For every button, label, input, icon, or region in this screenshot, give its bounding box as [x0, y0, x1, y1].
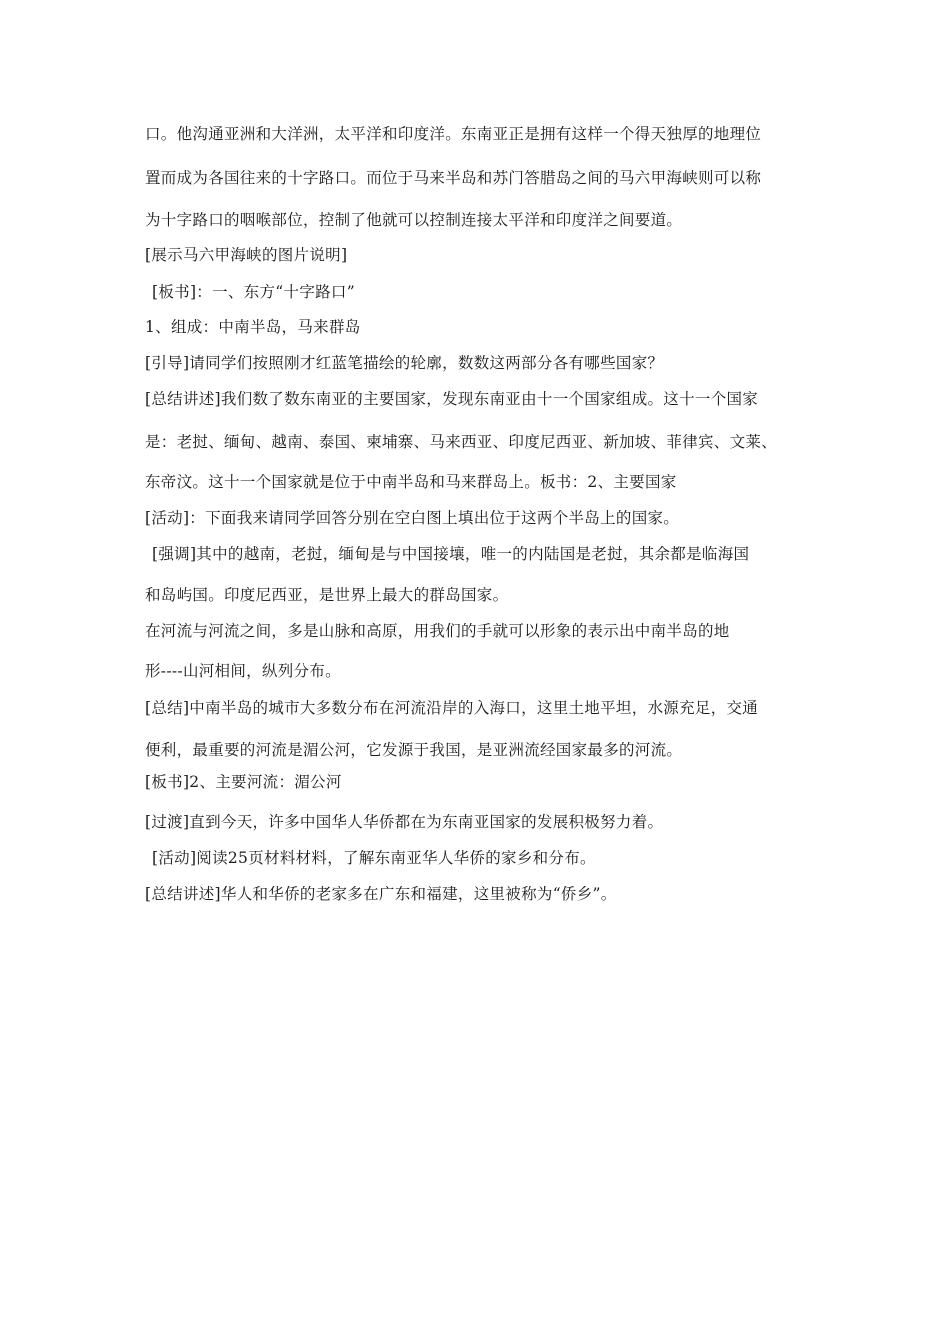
paragraph-line: [活动]阅读25页材料材料，了解东南亚华人华侨的家乡和分布。 — [152, 849, 596, 867]
board-heading: [板书]2、主要河流：湄公河 — [145, 773, 342, 791]
paragraph-line: 便利，最重要的河流是湄公河，它发源于我国，是亚洲流经国家最多的河流。 — [145, 741, 683, 759]
paragraph-line: [总结讲述]华人和华侨的老家多在广东和福建，这里被称为“侨乡”。 — [145, 885, 617, 903]
paragraph-line: 形----山河相间，纵列分布。 — [145, 662, 341, 680]
paragraph-line: 和岛屿国。印度尼西亚，是世界上最大的群岛国家。 — [145, 586, 509, 604]
paragraph-line: [总结讲述]我们数了数东南亚的主要国家，发现东南亚由十一个国家组成。这十一个国家 — [145, 390, 759, 408]
paragraph-line: 1、组成：中南半岛，马来群岛 — [145, 318, 361, 336]
paragraph-line: 是：老挝、缅甸、越南、泰国、柬埔寨、马来西亚、印度尼西亚、新加坡、菲律宾、文莱、 — [145, 433, 778, 451]
paragraph-line: 在河流与河流之间，多是山脉和高原，用我们的手就可以形象的表示出中南半岛的地 — [145, 622, 730, 640]
paragraph-line: [过渡]直到今天，许多中国华人华侨都在为东南亚国家的发展积极努力着。 — [145, 813, 664, 831]
paragraph-line: 东帝汶。这十一个国家就是位于中南半岛和马来群岛上。板书：2、主要国家 — [145, 473, 677, 491]
paragraph-line: [引导]请同学们按照刚才红蓝笔描绘的轮廓，数数这两部分各有哪些国家？ — [145, 354, 664, 372]
paragraph-line: 置而成为各国往来的十字路口。而位于马来半岛和苏门答腊岛之间的马六甲海峡则可以称 — [145, 169, 762, 187]
paragraph-line: [强调]其中的越南，老挝，缅甸是与中国接壤，唯一的内陆国是老挝，其余都是临海国 — [152, 545, 750, 563]
paragraph-line: [展示马六甲海峡的图片说明] — [145, 246, 348, 264]
paragraph-line: 为十字路口的咽喉部位，控制了他就可以控制连接太平洋和印度洋之间要道。 — [145, 211, 683, 229]
paragraph-line: [总结]中南半岛的城市大多数分布在河流沿岸的入海口，这里土地平坦，水源充足，交通 — [145, 699, 759, 717]
paragraph-line: 口。他沟通亚洲和大洋洲，太平洋和印度洋。东南亚正是拥有这样一个得天独厚的地理位 — [145, 125, 762, 143]
board-heading: [板书]：一、东方“十字路口” — [152, 283, 355, 301]
paragraph-line: [活动]：下面我来请同学回答分别在空白图上填出位于这两个半岛上的国家。 — [145, 509, 680, 527]
